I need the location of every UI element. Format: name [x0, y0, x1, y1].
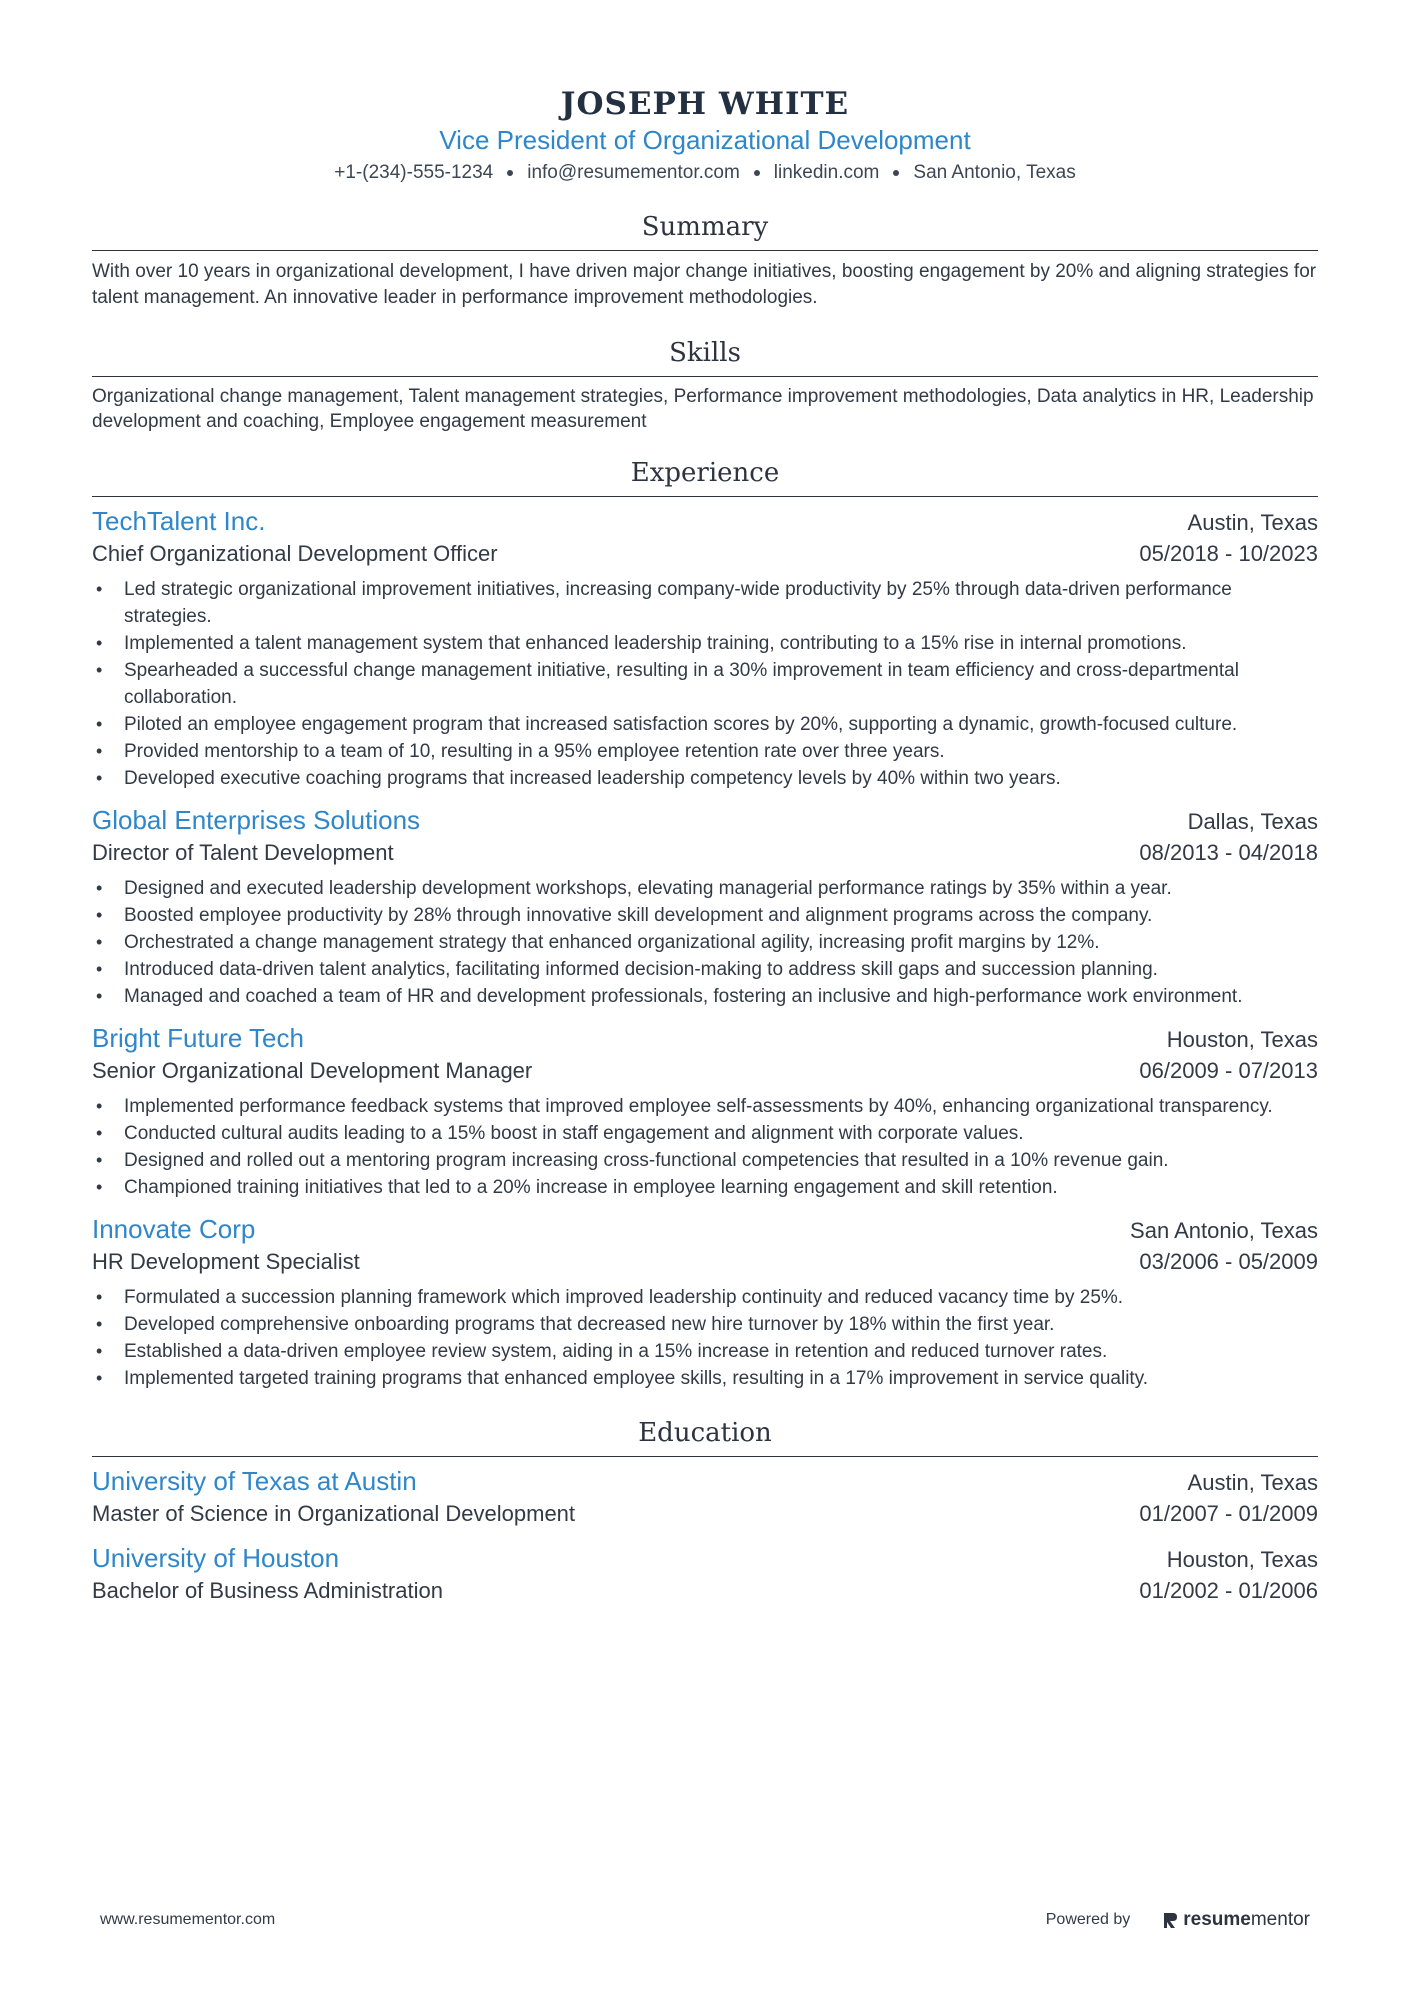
job-dates: 05/2018 - 10/2023	[1139, 541, 1318, 566]
job-dates: 06/2009 - 07/2013	[1139, 1058, 1318, 1083]
school-name: University of Houston	[92, 1543, 340, 1573]
achievement-item: • Orchestrated a change management strategy that enhanced organizational agility, increasing profit margins by 12%.	[92, 929, 1318, 956]
school-location: Houston, Texas	[1166, 1547, 1318, 1572]
education-entry	[92, 1542, 1318, 1607]
achievement-item: • Provided mentorship to a team of 10, resulting in a 95% employee retention rate over three years.	[92, 738, 1318, 765]
contact-linkedin[interactable]: linkedin.com	[773, 162, 880, 183]
education-list	[92, 1465, 1318, 1607]
brand-name-bold: resume	[1183, 1909, 1251, 1930]
section-title: Skills	[92, 336, 1318, 377]
job-dates: 03/2006 - 05/2009	[1139, 1249, 1318, 1274]
separator-dot	[507, 170, 513, 176]
company-location: Austin, Texas	[1187, 510, 1318, 535]
footer-website[interactable]: www.resumementor.com	[100, 1911, 276, 1928]
degree-name: Master of Science in Organizational Development	[92, 1501, 576, 1526]
company-name: TechTalent Inc.	[92, 506, 266, 536]
achievement-item: • Conducted cultural audits leading to a 15% boost in staff engagement and alignment with corporate values.	[92, 1120, 1318, 1147]
job-title: HR Development Specialist	[92, 1249, 360, 1274]
entry-header-row	[92, 1213, 1318, 1246]
summary-text: With over 10 years in organizational development, I have driven major change initiatives, boosting engagement by 20% and aligning strategies for talent management. An innovative leader in performance improvement methodologies.	[92, 261, 1317, 308]
achievement-item: • Developed executive coaching programs that increased leadership competency levels by 40% within two years.	[92, 765, 1318, 792]
section-title: Education	[92, 1416, 1318, 1457]
entry-role-row	[92, 837, 1318, 869]
company-location: Houston, Texas	[1166, 1027, 1318, 1052]
company-name: Global Enterprises Solutions	[92, 805, 421, 835]
achievement-item: • Developed comprehensive onboarding programs that decreased new hire turnover by 18% within the first year.	[92, 1311, 1318, 1338]
contact-line	[92, 160, 1318, 186]
achievement-item: • Championed training initiatives that led to a 20% increase in employee learning engagement and skill retention.	[92, 1174, 1318, 1201]
footer-branding	[1046, 1909, 1310, 1931]
achievement-item: • Implemented targeted training programs that enhanced employee skills, resulting in a 17% improvement in service quality.	[92, 1365, 1318, 1392]
candidate-headline: Vice President of Organizational Development	[439, 125, 971, 155]
achievement-item: • Implemented performance feedback systems that improved employee self-assessments by 40%, enhancing organizational transparency.	[92, 1093, 1318, 1120]
job-title: Chief Organizational Development Officer	[92, 541, 498, 566]
achievement-item: • Managed and coached a team of HR and development professionals, fostering an inclusive and high-performance work environment.	[92, 983, 1318, 1010]
achievement-list	[92, 875, 1318, 1010]
achievement-item: • Designed and rolled out a mentoring program increasing cross-functional competencies that resulted in a 10% revenue gain.	[92, 1147, 1318, 1174]
section-title: Summary	[92, 210, 1318, 251]
page-footer	[0, 1900, 1410, 1940]
entry-header-row	[92, 804, 1318, 837]
experience-list	[92, 505, 1318, 1392]
company-name: Innovate Corp	[92, 1214, 256, 1244]
powered-by-label: Powered by	[1045, 1911, 1131, 1928]
section-title: Experience	[92, 456, 1318, 497]
entry-degree-row	[92, 1498, 1318, 1530]
achievement-item: • Spearheaded a successful change management initiative, resulting in a 30% improvement in team efficiency and cross-departmental collaboration.	[92, 657, 1318, 711]
achievement-list	[92, 576, 1318, 792]
education-section	[92, 1416, 1318, 1607]
job-dates: 08/2013 - 04/2018	[1139, 840, 1318, 865]
separator-dot	[754, 170, 760, 176]
contact-location: San Antonio, Texas	[913, 162, 1076, 183]
education-dates: 01/2007 - 01/2009	[1139, 1501, 1318, 1526]
achievement-item: • Designed and executed leadership development workshops, elevating managerial performance ratings by 35% within a year.	[92, 875, 1318, 902]
achievement-item: • Led strategic organizational improvement initiatives, increasing company-wide productivity by 25% through data-driven performance strategies.	[92, 576, 1318, 630]
education-dates: 01/2002 - 01/2006	[1139, 1578, 1318, 1603]
skills-text: Organizational change management, Talent management strategies, Performance improvement methodologies, Data analytics in HR, Leadership development and coaching, Employee engagement measurement	[92, 386, 1314, 432]
experience-entry	[92, 804, 1318, 1010]
job-title: Director of Talent Development	[92, 840, 394, 865]
resumementor-logo[interactable]	[1164, 1909, 1310, 1931]
achievement-item: • Boosted employee productivity by 28% through innovative skill development and alignment programs across the company.	[92, 902, 1318, 929]
company-location: San Antonio, Texas	[1130, 1218, 1318, 1243]
experience-entry	[92, 1022, 1318, 1201]
entry-role-row	[92, 538, 1318, 570]
achievement-list	[92, 1093, 1318, 1201]
entry-degree-row	[92, 1575, 1318, 1607]
resume-header	[92, 0, 1318, 186]
contact-email[interactable]: info@resumementor.com	[527, 162, 740, 183]
entry-header-row	[92, 1465, 1318, 1498]
entry-header-row	[92, 1022, 1318, 1055]
education-entry	[92, 1465, 1318, 1530]
entry-role-row	[92, 1055, 1318, 1087]
achievement-item: • Introduced data-driven talent analytics, facilitating informed decision-making to address skill gaps and succession planning.	[92, 956, 1318, 983]
degree-name: Bachelor of Business Administration	[92, 1578, 443, 1603]
entry-header-row	[92, 1542, 1318, 1575]
candidate-name: JOSEPH WHITE	[560, 86, 850, 122]
school-location: Austin, Texas	[1187, 1470, 1318, 1495]
skills-section	[92, 336, 1318, 434]
contact-phone: +1-(234)-555-1234	[334, 162, 494, 183]
summary-section	[92, 210, 1318, 310]
separator-dot	[893, 170, 899, 176]
achievement-item: • Formulated a succession planning framework which improved leadership continuity and reduced vacancy time by 25%.	[92, 1284, 1318, 1311]
entry-header-row	[92, 505, 1318, 538]
school-name: University of Texas at Austin	[92, 1466, 417, 1496]
achievement-list	[92, 1284, 1318, 1392]
experience-entry	[92, 505, 1318, 792]
company-name: Bright Future Tech	[92, 1023, 304, 1053]
achievement-item: • Piloted an employee engagement program that increased satisfaction scores by 20%, supporting a dynamic, growth-focused culture.	[92, 711, 1318, 738]
entry-role-row	[92, 1246, 1318, 1278]
experience-section	[92, 456, 1318, 1392]
company-location: Dallas, Texas	[1187, 809, 1318, 834]
achievement-item: • Implemented a talent management system that enhanced leadership training, contributing to a 15% rise in internal promotions.	[92, 630, 1318, 657]
experience-entry	[92, 1213, 1318, 1392]
achievement-item: • Established a data-driven employee review system, aiding in a 15% increase in retention and reduced turnover rates.	[92, 1338, 1318, 1365]
resumementor-logo-icon	[1164, 1910, 1178, 1930]
job-title: Senior Organizational Development Manager	[92, 1058, 533, 1083]
brand-name-rest: mentor	[1250, 1909, 1310, 1930]
